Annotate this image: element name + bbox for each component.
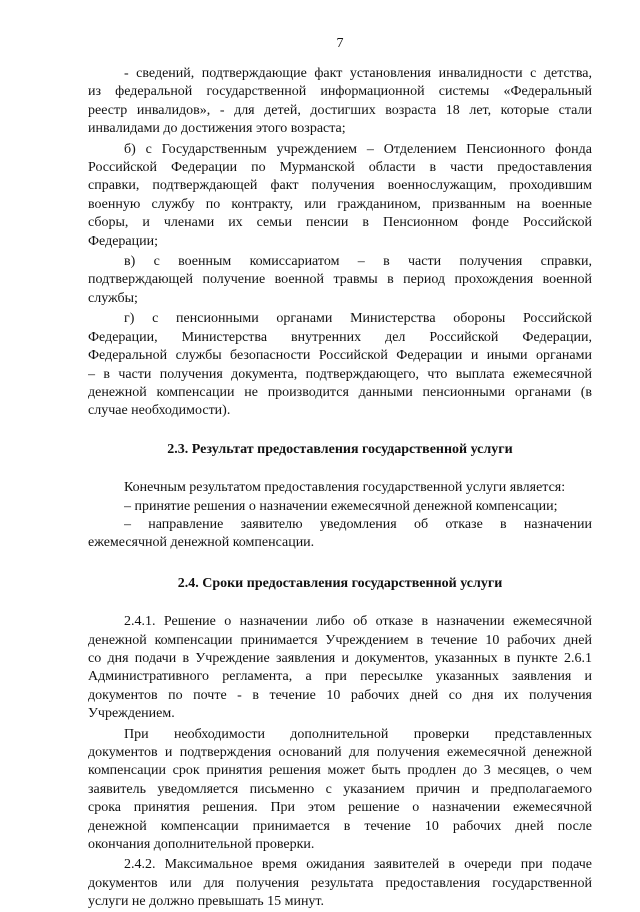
- text-line: г) с пенсионными органами Министерства обороны Российской: [124, 311, 592, 327]
- text-line: При необходимости дополнительной проверки представленных: [124, 726, 592, 742]
- text-line: – направление заявителю уведомления об отказе в назначении: [124, 516, 592, 532]
- paragraph-a: [88, 65, 592, 139]
- text-line: подтверждающей получение военной травмы в период прохождения военной: [88, 272, 592, 288]
- paragraph-2-4-1-extension: [88, 726, 592, 855]
- paragraph-b: [88, 141, 592, 251]
- paragraph-2-3: [88, 479, 592, 553]
- text-line: Учреждением.: [88, 706, 175, 722]
- text-line: реестр инвалидов», - для детей, достигших возраста 18 лет, которые стали: [88, 102, 592, 118]
- section-heading-2-3: 2.3. Результат предоставления государственной услуги: [167, 441, 513, 457]
- text-line: документов или для получения результата предоставления государственной: [88, 875, 592, 891]
- text-line: окончания дополнительной проверки.: [88, 837, 315, 853]
- section-heading-2-4: 2.4. Сроки предоставления государственной услуги: [177, 575, 503, 591]
- text-line: 2.4.1. Решение о назначении либо об отказе в назначении ежемесячной: [124, 614, 592, 630]
- page-number: 7: [336, 36, 344, 51]
- text-line: службы;: [88, 290, 138, 306]
- text-line: б) с Государственным учреждением – Отделением Пенсионного фонда: [124, 141, 592, 157]
- text-line: сборы, и членами их семьи пенсии в Пенсионном фонде Российской: [88, 215, 592, 231]
- text-line: Федерации, Министерства внутренних дел Российской Федерации,: [88, 329, 592, 345]
- paragraph-2-4-1: [88, 613, 592, 723]
- text-line: военную службу по контракту, или гражданином, призванным на военные: [88, 196, 592, 212]
- paragraph-g: [88, 310, 592, 420]
- text-line: Федерации;: [88, 233, 159, 249]
- text-line: со дня подачи в Учреждение заявления и документов, указанных в пункте 2.6.1: [88, 650, 592, 666]
- text-line: 2.4.2. Максимальное время ожидания заявителей в очереди при подаче: [124, 857, 592, 873]
- text-line: документов и подтверждения оснований для получения ежемесячной денежной: [88, 745, 592, 760]
- text-line: компенсации срок принятия решения может быть продлен до 3 месяцев, о чем: [88, 763, 592, 779]
- text-line: срока принятия решения. При этом решение о назначении ежемесячной: [88, 800, 592, 816]
- text-line: документов по почте - в течение 10 рабочих дней со дня их получения: [88, 687, 592, 703]
- text-line: справки, подтверждающей факт получения военнослужащим, проходившим: [88, 178, 592, 194]
- text-line: из федеральной государственной информационной системы «Федеральный: [88, 84, 592, 100]
- paragraph-2-4-2: [88, 856, 592, 911]
- text-line: случае необходимости).: [88, 403, 231, 419]
- text-line: Административного регламента, а при пересылке указанных заявления и: [88, 669, 592, 685]
- text-line: - сведений, подтверждающие факт установления инвалидности с детства,: [124, 66, 592, 81]
- text-line: Федеральной службы безопасности Российской Федерации и иными органами: [88, 348, 592, 364]
- text-line: денежной компенсации не производится данными пенсионными органами (в: [88, 384, 592, 400]
- text-line: денежной компенсации принимается в течение 10 рабочих дней после: [88, 818, 592, 834]
- text-line: – принятие решения о назначении ежемесячной денежной компенсации;: [124, 498, 558, 514]
- text-line: – в части получения документа, подтверждающего, что выплата ежемесячной: [88, 366, 592, 382]
- text-line: услуги не должно превышать 15 минут.: [88, 894, 324, 910]
- text-line: Конечным результатом предоставления государственной услуги является:: [124, 480, 566, 496]
- text-line: заявитель уведомляется письменно с указанием причин и предполагаемого: [88, 781, 592, 797]
- text-line: денежной компенсации принимается Учреждением в течение 10 рабочих дней: [88, 632, 592, 648]
- text-line: Российской Федерации по Мурманской области в части предоставления: [88, 160, 592, 176]
- text-line: инвалидами до достижения этого возраста;: [88, 121, 346, 137]
- text-line: ежемесячной денежной компенсации.: [88, 535, 315, 551]
- paragraph-v: [88, 253, 592, 308]
- text-line: в) с военным комиссариатом – в части получения справки,: [124, 254, 592, 270]
